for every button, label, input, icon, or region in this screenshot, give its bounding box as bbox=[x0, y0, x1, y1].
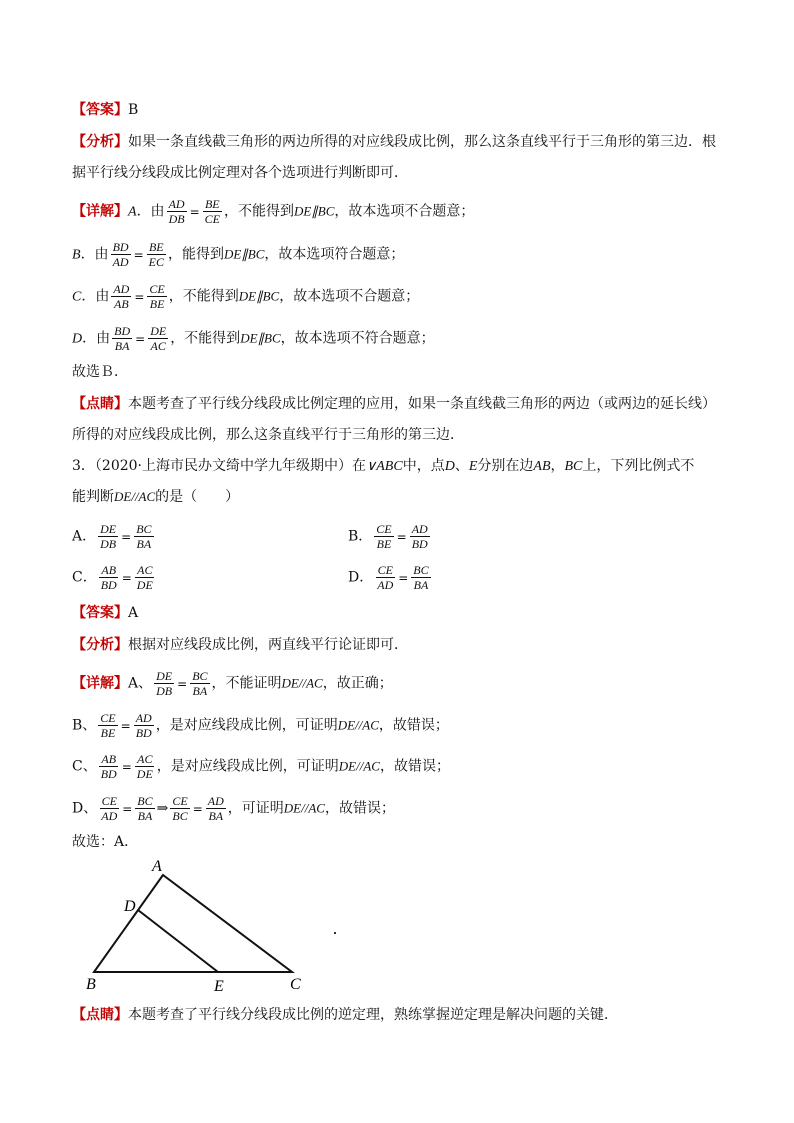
detail-post: ，故本选项不合题意； bbox=[334, 203, 475, 220]
q2-choose: 故选Ｂ． bbox=[72, 364, 128, 380]
detail-label: B、 bbox=[72, 717, 97, 734]
triangle-figure bbox=[80, 855, 320, 995]
q3-stem-line-1 bbox=[72, 456, 694, 477]
detail-label: A、 bbox=[128, 675, 153, 692]
detail-mid: ，不能证明 bbox=[211, 675, 282, 692]
side-ab: AB bbox=[533, 459, 551, 474]
label-e: E bbox=[214, 978, 224, 995]
relation: DE∥BC bbox=[238, 288, 280, 304]
q2-detail-d: D．由 $\frac{BD}{BA}$ = $\frac{DE}{AC}$ ，不能得到DE∥BC，故本选项不符合题意； bbox=[72, 324, 435, 353]
fraction: $\frac{BE}{CE}$ bbox=[204, 197, 220, 226]
stray-dot bbox=[334, 932, 336, 934]
q2-detail-c: C．由 $\frac{AD}{AB}$ = $\frac{CE}{BE}$ ，不能得到DE∥BC，故本选项不合题意； bbox=[72, 282, 420, 311]
detail-post: ，故错误； bbox=[379, 758, 450, 775]
fraction: $\frac{CE}{BE}$ bbox=[149, 282, 165, 311]
point-d: D bbox=[444, 459, 455, 474]
q3-detail-c: C、 $\frac{AB}{BD}$ = $\frac{AC}{DE}$ ，是对应线段成比例，可证明DE//AC，故错误； bbox=[72, 752, 450, 781]
relation: DE∥BC bbox=[293, 203, 335, 219]
q3-stem: 的是（ ） bbox=[155, 489, 240, 505]
point-e: E bbox=[468, 459, 478, 474]
fraction: $\frac{DE}{AC}$ bbox=[150, 324, 167, 353]
q3-stem: ， bbox=[550, 458, 565, 474]
detail-post: ，故错误； bbox=[324, 800, 395, 817]
fraction: $\frac{CE}{BE}$ bbox=[376, 522, 392, 551]
fraction: $\frac{BC}{BA}$ bbox=[137, 794, 153, 823]
implies-arrow: ⇒ bbox=[156, 800, 169, 817]
detail-mid: ，是对应线段成比例，可证明 bbox=[155, 717, 338, 734]
fraction: $\frac{BC}{BA}$ bbox=[136, 522, 152, 551]
fraction: $\frac{BD}{AD}$ bbox=[112, 240, 129, 269]
option-b[interactable]: B． $\frac{CE}{BE}$ = $\frac{AD}{BD}$ bbox=[348, 522, 428, 551]
option-label: A． bbox=[72, 528, 97, 545]
q2-analysis-text-1: 如果一条直线截三角形的两边所得的对应线段成比例，那么这条直线平行于三角形的第三边．根 bbox=[128, 134, 716, 150]
label-a: A bbox=[152, 858, 162, 875]
analysis-tag: 【分析】 bbox=[72, 637, 128, 653]
detail-mid: ，是对应线段成比例，可证明 bbox=[156, 758, 339, 775]
detail-tag: 【详解】 bbox=[72, 203, 128, 220]
fraction: $\frac{BC}{BA}$ bbox=[413, 563, 429, 592]
q2-analysis-text-2: 据平行线分线段成比例定理对各个选项进行判断即可． bbox=[72, 165, 408, 181]
q3-stem: 中，点 bbox=[402, 458, 445, 474]
q2-analysis-line-2 bbox=[72, 163, 408, 183]
detail-post: ，故正确； bbox=[322, 675, 393, 692]
q2-detail-a: 【详解】A．由 $\frac{AD}{DB}$ = $\frac{BE}{CE}$ ，不能得到DE∥BC，故本选项不合题意； bbox=[72, 197, 475, 226]
q2-answer: B bbox=[128, 102, 139, 118]
q3-comment-line bbox=[72, 1005, 618, 1025]
q3-stem: 、 bbox=[454, 458, 469, 474]
q3-choose: 故选：A． bbox=[72, 834, 139, 850]
label-d: D bbox=[124, 898, 136, 915]
fraction: $\frac{DE}{DB}$ bbox=[156, 669, 173, 698]
detail-mid: ，不能得到 bbox=[170, 330, 241, 347]
detail-mid: ，不能得到 bbox=[223, 203, 294, 220]
q3-analysis-line bbox=[72, 635, 408, 655]
q3-stem: 分别在边 bbox=[477, 458, 534, 474]
fraction: $\frac{BC}{BA}$ bbox=[192, 669, 208, 698]
q3-stem: 3．（2020·上海市民办文绮中学九年级期中）在 bbox=[72, 458, 366, 474]
q3-answer-line bbox=[72, 603, 138, 623]
detail-pre: ．由 bbox=[82, 330, 111, 347]
detail-label: D、 bbox=[72, 800, 98, 817]
fraction: $\frac{AD}{BA}$ bbox=[207, 794, 224, 823]
option-c[interactable]: C． $\frac{AB}{BD}$ = $\frac{AC}{DE}$ bbox=[72, 563, 153, 592]
q2-analysis-line-1 bbox=[72, 132, 716, 152]
q3-detail-d: D、 $\frac{CE}{AD}$ = $\frac{BC}{BA}$ ⇒ $\frac{CE}{BC}$ = $\frac{AD}{BA}$ ，可证明DE//AC，故错误； bbox=[72, 794, 395, 823]
q3-answer: A bbox=[128, 605, 139, 621]
detail-post: ，故本选项不合题意； bbox=[279, 288, 420, 305]
q2-comment-line-1 bbox=[72, 394, 716, 414]
relation: DE∥BC bbox=[240, 330, 281, 346]
detail-pre: ．由 bbox=[81, 288, 110, 305]
option-label: D． bbox=[348, 569, 374, 586]
answer-tag: 【答案】 bbox=[72, 605, 128, 621]
fraction: $\frac{AD}{DB}$ bbox=[168, 197, 185, 226]
fraction: $\frac{CE}{BC}$ bbox=[172, 794, 188, 823]
side-bc: BC bbox=[564, 459, 583, 474]
detail-label: C、 bbox=[72, 758, 97, 775]
comment-tag: 【点睛】 bbox=[72, 1007, 128, 1023]
fraction: $\frac{AB}{BD}$ bbox=[100, 752, 117, 781]
relation: DE//AC bbox=[338, 758, 380, 774]
q3-stem-line-2 bbox=[72, 487, 239, 507]
comment-tag: 【点睛】 bbox=[72, 396, 128, 412]
fraction: $\frac{AD}{AB}$ bbox=[113, 282, 130, 311]
segment-de bbox=[138, 910, 218, 972]
label-b: B bbox=[86, 976, 96, 993]
fraction: $\frac{AB}{BD}$ bbox=[100, 563, 117, 592]
relation: DE//AC bbox=[283, 800, 325, 816]
detail-mid: ，能得到 bbox=[167, 246, 224, 263]
q3-detail-b: B、 $\frac{CE}{BE}$ = $\frac{AD}{BD}$ ，是对应线段成比例，可证明DE//AC，故错误； bbox=[72, 711, 449, 740]
q2-detail-b: B．由 $\frac{BD}{AD}$ = $\frac{BE}{EC}$ ，能得到DE∥BC，故本选项符合题意； bbox=[72, 240, 405, 269]
fraction: $\frac{BD}{BA}$ bbox=[114, 324, 131, 353]
fraction: $\frac{AD}{BD}$ bbox=[135, 711, 152, 740]
label-c: C bbox=[290, 976, 301, 993]
relation: DE//AC bbox=[337, 717, 379, 733]
triangle-abc bbox=[94, 875, 292, 972]
option-d[interactable]: D． $\frac{CE}{AD}$ = $\frac{BC}{BA}$ bbox=[348, 563, 429, 592]
fraction: $\frac{DE}{DB}$ bbox=[100, 522, 117, 551]
option-label: B． bbox=[348, 528, 373, 545]
detail-mid: ，可证明 bbox=[227, 800, 284, 817]
detail-label: B bbox=[72, 247, 81, 263]
relation: DE//AC bbox=[114, 489, 156, 504]
detail-post: ，故本选项不符合题意； bbox=[280, 330, 435, 347]
fraction: $\frac{CE}{AD}$ bbox=[377, 563, 394, 592]
detail-mid: ，不能得到 bbox=[168, 288, 239, 305]
option-label: C． bbox=[72, 569, 97, 586]
detail-post: ，故本选项符合题意； bbox=[264, 246, 405, 263]
answer-tag: 【答案】 bbox=[72, 102, 128, 118]
q3-stem: 上，下列比例式不 bbox=[582, 458, 695, 474]
detail-post: ，故错误； bbox=[378, 717, 449, 734]
fraction: $\frac{BE}{EC}$ bbox=[148, 240, 164, 269]
fraction: $\frac{AD}{BD}$ bbox=[411, 522, 428, 551]
q2-comment-line-2: 所得的对应线段成比例，那么这条直线平行于三角形的第三边． bbox=[72, 427, 464, 443]
detail-pre: ．由 bbox=[80, 246, 109, 263]
option-a[interactable]: A． $\frac{DE}{DB}$ = $\frac{BC}{BA}$ bbox=[72, 522, 152, 551]
detail-label: A bbox=[128, 204, 137, 220]
detail-pre: ．由 bbox=[136, 203, 165, 220]
fraction: $\frac{CE}{AD}$ bbox=[101, 794, 118, 823]
fraction: $\frac{AC}{DE}$ bbox=[136, 563, 153, 592]
detail-tag: 【详解】 bbox=[72, 675, 128, 692]
q3-detail-a: 【详解】A、 $\frac{DE}{DB}$ = $\frac{BC}{BA}$ ，不能证明DE//AC，故正确； bbox=[72, 669, 393, 698]
q2-comment-text-1: 本题考查了平行线分线段成比例定理的应用，如果一条直线截三角形的两边（或两边的延长线） bbox=[128, 396, 716, 412]
relation: DE∥BC bbox=[223, 246, 265, 262]
relation: DE//AC bbox=[281, 675, 323, 691]
triangle-symbol: ∨ABC bbox=[366, 459, 403, 474]
q3-stem: 能判断 bbox=[72, 489, 114, 505]
detail-label: D bbox=[72, 331, 83, 347]
fraction: $\frac{AC}{DE}$ bbox=[136, 752, 153, 781]
fraction: $\frac{CE}{BE}$ bbox=[100, 711, 116, 740]
detail-label: C bbox=[72, 289, 82, 305]
analysis-tag: 【分析】 bbox=[72, 134, 128, 150]
q3-analysis-text: 根据对应线段成比例，两直线平行论证即可． bbox=[128, 637, 408, 653]
q3-comment-text: 本题考查了平行线分线段成比例的逆定理，熟练掌握逆定理是解决问题的关键． bbox=[128, 1007, 618, 1023]
q2-answer-line bbox=[72, 100, 138, 120]
